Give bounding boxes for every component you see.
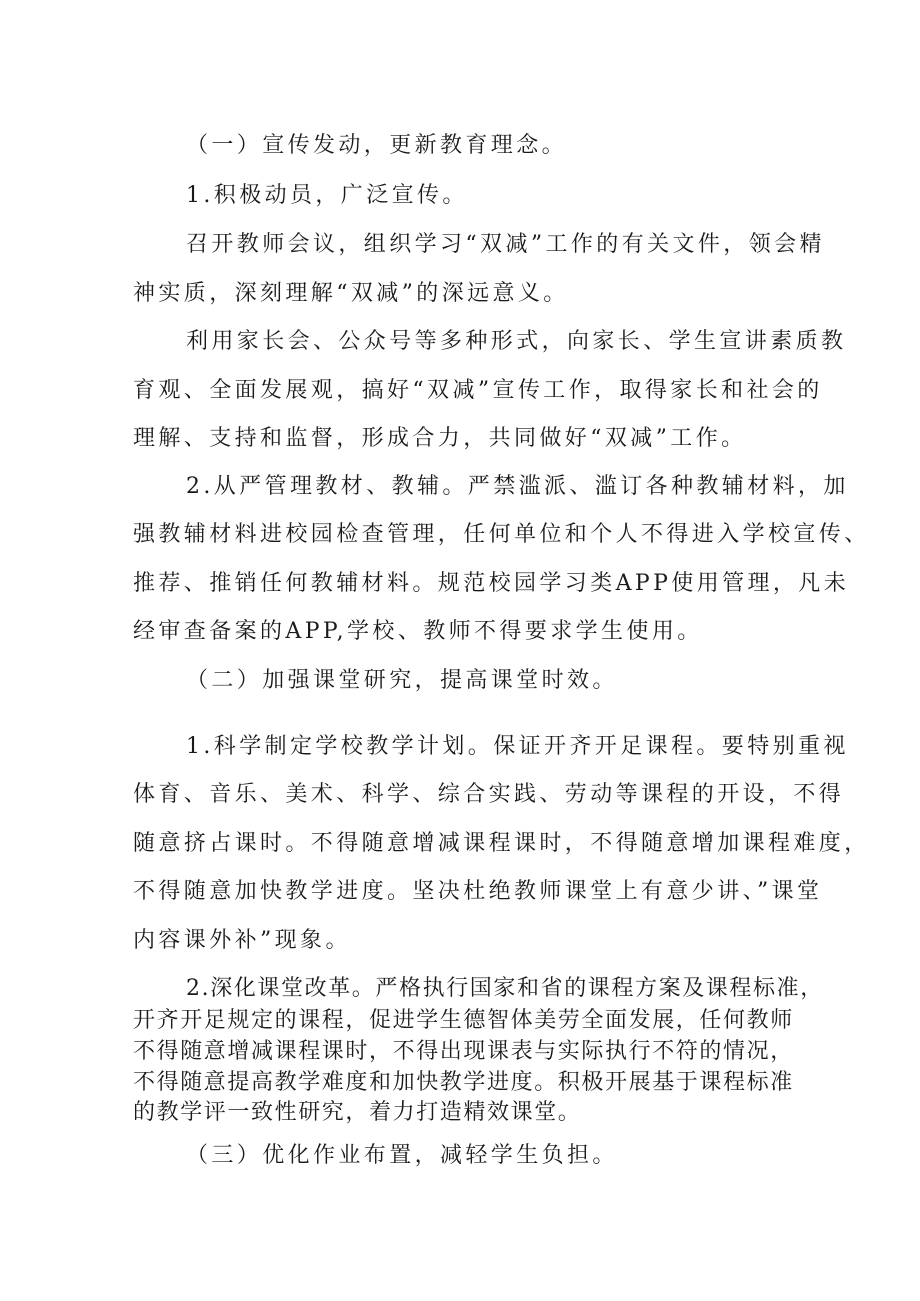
paragraph-line: 强教辅材料进校园检查管理，任何单位和个人不得进入学校宣传、 <box>133 522 870 547</box>
section-3-heading: （三）优化作业布置，减轻学生负担。 <box>186 1143 618 1168</box>
paragraph-line: 不得随意加快教学进度。坚决杜绝教师课堂上有意少讲、”课堂 <box>133 879 823 904</box>
section-2-heading: （二）加强课堂研究，提高课堂时效。 <box>186 668 618 693</box>
paragraph-line: 推荐、推销任何教辅材料。规范校园学习类APP使用管理，凡未 <box>133 571 850 596</box>
paragraph-line: 2.从严管理教材、教辅。严禁滥派、滥订各种教辅材料，加 <box>186 474 849 499</box>
paragraph-line: 育观、全面发展观，搞好“双减”宣传工作，取得家长和社会的 <box>133 378 823 403</box>
paragraph-line: 经审查备案的APP,学校、教师不得要求学生使用。 <box>133 619 703 644</box>
paragraph-line: 2.深化课堂改革。严格执行国家和省的课程方案及课程标准， <box>186 976 824 1001</box>
paragraph-line: 神实质，深刻理解“双减”的深远意义。 <box>133 281 569 306</box>
section-1-heading: （一）宣传发动，更新教育理念。 <box>186 133 568 158</box>
paragraph-line: 不得随意增减课程课时，不得出现课表与实际执行不符的情况， <box>133 1039 794 1064</box>
paragraph-line: 体育、音乐、美术、科学、综合实践、劳动等课程的开设，不得 <box>133 782 845 807</box>
paragraph-line: 的教学评一致性研究，着力打造精效课堂。 <box>133 1100 582 1125</box>
paragraph-line: 不得随意提高教学难度和加快教学进度。积极开展基于课程标准 <box>133 1070 794 1095</box>
paragraph-line: 1.科学制定学校教学计划。保证开齐开足课程。要特别重视 <box>186 734 849 759</box>
section-1-item-1-title: 1.积极动员，广泛宣传。 <box>186 183 468 208</box>
paragraph-line: 内容课外补”现象。 <box>133 928 351 953</box>
paragraph-line: 利用家长会、公众号等多种形式，向家长、学生宣讲素质教 <box>186 329 847 354</box>
paragraph-line: 开齐开足规定的课程，促进学生德智体美劳全面发展，任何教师 <box>133 1008 794 1033</box>
paragraph-line: 召开教师会议，组织学习“双减”工作的有关文件，领会精 <box>186 232 825 257</box>
paragraph-line: 随意挤占课时。不得随意增减课程课时，不得随意增加课程难度， <box>133 831 870 856</box>
paragraph-line: 理解、支持和监督，形成合力，共同做好“双减”工作。 <box>133 426 747 451</box>
